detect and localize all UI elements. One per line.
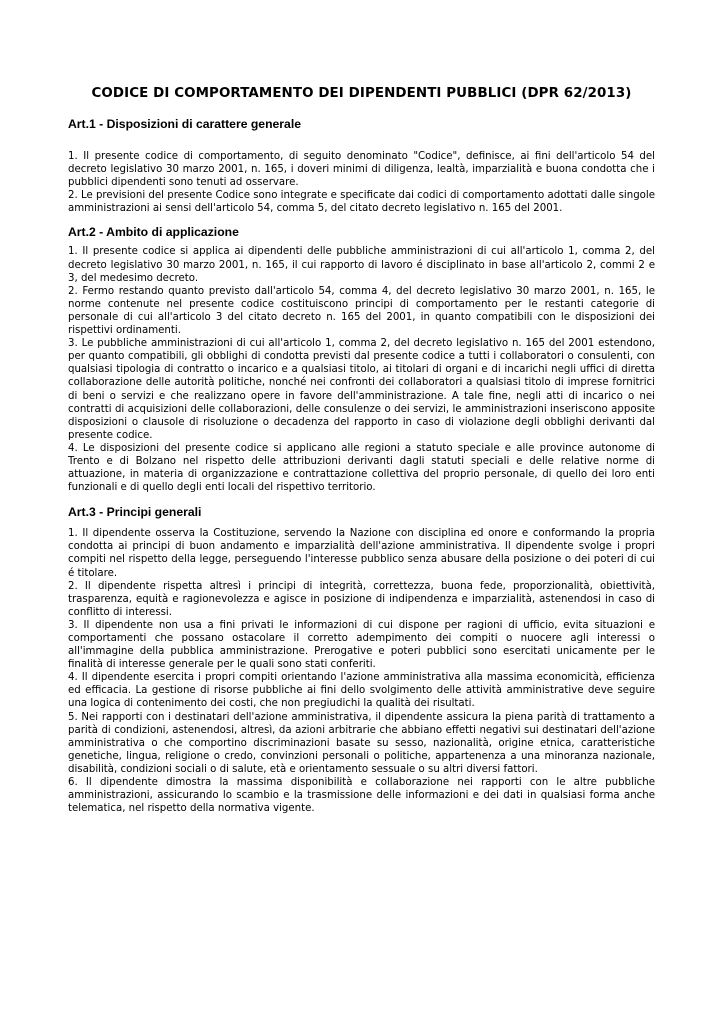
article-paragraph: 3. Le pubbliche amministrazioni di cui all'articolo 1, comma 2, del decreto legislativo n. 165 del 2001 estendono, per quanto compatibili, gli obblighi di condotta previsti dal presente codice a tutti i collaboratori o consulenti, con qualsiasi tipologia di contratto o incarico e a qualsiasi titolo, ai titolari di organi e di incarichi negli uffici di diretta collaborazione delle autorità politiche, nonché nei confronti dei collaboratori a qualsiasi titolo di imprese fornitrici di beni o servizi e che realizzano opere in favore dell'amministrazione. A tale fine, negli atti di incarico o nei contratti di acquisizioni delle collaborazioni, delle consulenze o dei servizi, le amministrazioni inseriscono apposite disposizioni o clausole di risoluzione o decadenza del rapporto in caso di violazione degli obblighi derivanti dal presente codice. [68, 338, 655, 441]
article-paragraph: 1. Il dipendente osserva la Costituzione, servendo la Nazione con disciplina ed onore e conformando la propria condotta ai principi di buon andamento e imparzialità dell'azione amministrativa. Il dipendente svolge i propri compiti nel rispetto della legge, perseguendo l'interesse pubblico senza abusare della posizione o dei poteri di cui é titolare. [68, 528, 655, 579]
article-1 [68, 117, 655, 215]
article-heading: Art.1 - Disposizioni di carattere generale [68, 117, 301, 131]
article-paragraph: 2. Le previsioni del presente Codice sono integrate e specificate dai codici di comportamento adottati dalle singole amministrazioni ai sensi dell'articolo 54, comma 5, del citato decreto legislativo n. 165 del 2001. [68, 190, 655, 215]
article-3 [68, 505, 655, 815]
article-paragraph: 2. Il dipendente rispetta altresì i principi di integrità, correttezza, buona fede, proporzionalità, obiettività, trasparenza, equità e ragionevolezza e agisce in posizione di indipendenza e imparzialità, astenendosi in caso di conflitto di interessi. [68, 580, 655, 618]
article-heading: Art.3 - Principi generali [68, 505, 202, 520]
article-body [68, 245, 655, 494]
article-paragraph: 1. Il presente codice di comportamento, di seguito denominato "Codice", definisce, ai fini dell'articolo 54 del decreto legislativo 30 marzo 2001, n. 165, i doveri minimi di diligenza, lealtà, imparzialità e buona condotta che i pubblici dipendenti sono tenuti ad osservare. [68, 151, 655, 189]
article-paragraph: 3. Il dipendente non usa a fini privati le informazioni di cui dispone per ragioni di ufficio, evita situazioni e comportamenti che possano ostacolare il corretto adempimento dei compiti o nuocere agli interessi o all'immagine della pubblica amministrazione. Prerogative e poteri pubblici sono esercitati unicamente per le finalità di interesse generale per le quali sono stati conferiti. [68, 619, 655, 671]
document-page [68, 86, 655, 815]
article-body [68, 527, 655, 815]
article-paragraph: 5. Nei rapporti con i destinatari dell'azione amministrativa, il dipendente assicura la piena parità di trattamento a parità di condizioni, astenendosi, altresì, da azioni arbitrarie che abbiano effetti negativi sui destinatari dell'azione amministrativa o che comportino discriminazioni basate su sesso, nazionalità, origine etnica, caratteristiche genetiche, lingua, religione o credo, convinzioni personali o politiche, appartenenza a una minoranza nazionale, disabilità, condizioni sociali o di salute, età e orientamento sessuale o su altri diversi fattori. [68, 711, 655, 775]
article-paragraph: 4. Le disposizioni del presente codice si applicano alle regioni a statuto speciale e alle province autonome di Trento e di Bolzano nel rispetto delle attribuzioni derivanti dagli statuti speciali e delle relative norme di attuazione, in materia di organizzazione e contrattazione collettiva del proprio personale, di quello dei loro enti funzionali e di quello degli enti locali del rispettivo territorio. [68, 442, 655, 494]
article-body [68, 150, 655, 215]
article-2 [68, 225, 655, 494]
article-paragraph: 4. Il dipendente esercita i propri compiti orientando l'azione amministrativa alla massima economicità, efficienza ed efficacia. La gestione di risorse pubbliche ai fini dello svolgimento delle attività amministrative deve seguire una logica di contenimento dei costi, che non pregiudichi la qualità dei risultati. [68, 672, 655, 710]
article-paragraph: 1. Il presente codice si applica ai dipendenti delle pubbliche amministrazioni di cui all'articolo 1, comma 2, del decreto legislativo 30 marzo 2001, n. 165, il cui rapporto di lavoro é disciplinato in base all'articolo 2, commi 2 e 3, del medesimo decreto. [68, 246, 655, 284]
article-paragraph: 6. Il dipendente dimostra la massima disponibilità e collaborazione nei rapporti con le altre pubbliche amministrazioni, assicurando lo scambio e la trasmissione delle informazioni e dei dati in qualsiasi forma anche telematica, nel rispetto della normativa vigente. [68, 777, 655, 815]
document-title: CODICE DI COMPORTAMENTO DEI DIPENDENTI PUBBLICI (DPR 62/2013) [91, 86, 632, 101]
article-heading: Art.2 - Ambito di applicazione [68, 225, 239, 240]
article-paragraph: 2. Fermo restando quanto previsto dall'articolo 54, comma 4, del decreto legislativo 30 marzo 2001, n. 165, le norme contenute nel presente codice costituiscono principi di comportamento per le restanti categorie di personale di cui all'articolo 3 del citato decreto n. 165 del 2001, in quanto compatibili con le disposizioni dei rispettivi ordinamenti. [68, 285, 655, 337]
